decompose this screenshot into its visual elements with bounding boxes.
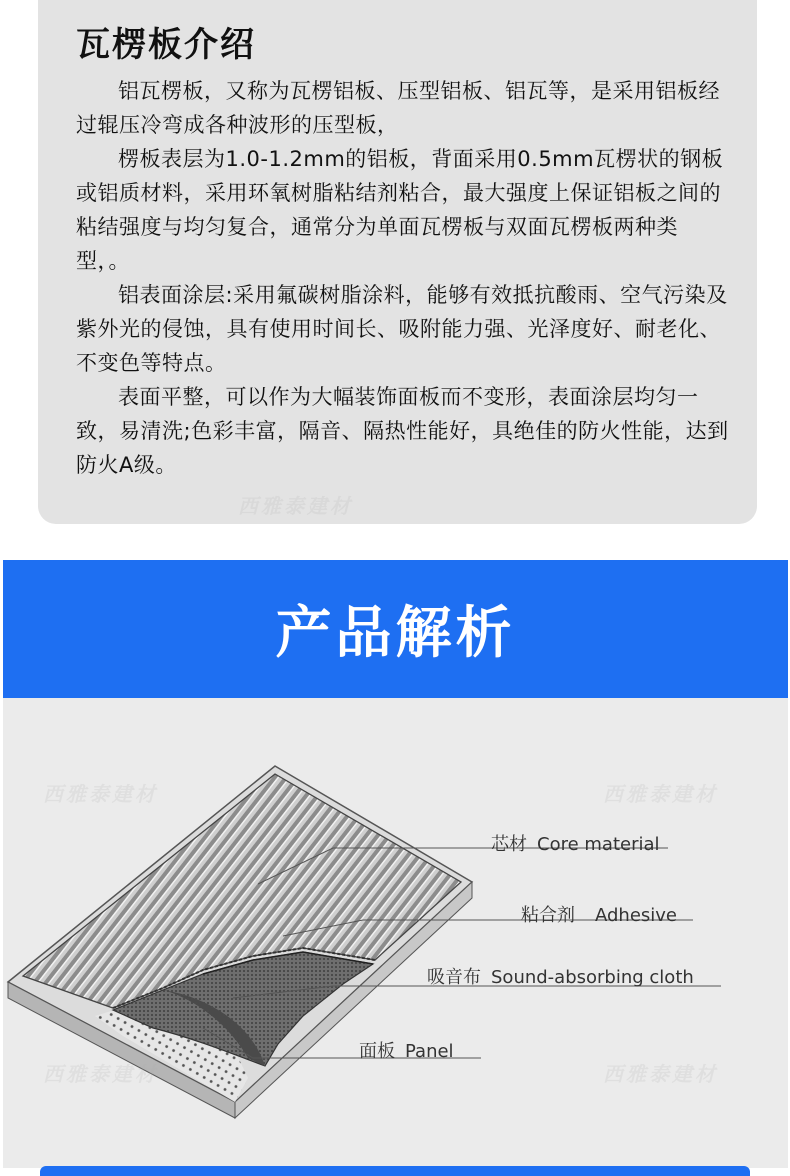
label-cn: 芯材 (491, 834, 527, 855)
watermark-text: 西雅泰建材 (43, 782, 158, 806)
label-en: Core material (537, 834, 660, 855)
watermark-text: 西雅泰建材 (603, 782, 718, 806)
intro-paragraph: 铝瓦楞板，又称为瓦楞铝板、压型铝板、铝瓦等，是采用铝板经过辊压冷弯成各种波形的压型板， (76, 79, 720, 137)
watermark-text: 西雅泰建材 (603, 1062, 718, 1086)
label-cn: 面板 (359, 1041, 395, 1062)
label-adhesive (521, 901, 677, 927)
intro-title: 瓦楞板介绍 (76, 25, 256, 65)
label-cn: 粘合剂 (521, 905, 575, 926)
label-sound-absorbing-cloth (427, 963, 694, 989)
section-title: 产品解析 (275, 601, 516, 666)
watermark-text: 西雅泰建材 (238, 494, 353, 518)
panel-illustration (3, 698, 788, 1168)
section-banner (3, 560, 788, 698)
label-core-material (491, 830, 660, 856)
label-panel (359, 1037, 454, 1063)
intro-paragraph: 表面平整，可以作为大幅装饰面板而不变形，表面涂层均匀一致，易清洗;色彩丰富，隔音、隔热性能好，具绝佳的防火性能，达到防火A级。 (76, 385, 729, 477)
intro-card (38, 0, 757, 524)
label-cn: 吸音布 (427, 967, 481, 988)
label-en: Sound-absorbing cloth (491, 967, 694, 988)
intro-paragraph: 楞板表层为1.0-1.2mm的铝板，背面采用0.5mm瓦楞状的钢板或铝质材料，采用环氧树脂粘结剂粘合，最大强度上保证铝板之间的粘结强度与均匀复合，通常分为单面瓦楞板与双面瓦楞板两种类型，。 (76, 147, 724, 273)
layer-diagram (3, 698, 788, 1168)
label-en: Adhesive (595, 905, 678, 926)
bottom-accent-bar (40, 1166, 750, 1176)
label-en: Panel (405, 1041, 454, 1062)
watermark-text: 西雅泰建材 (43, 1062, 158, 1086)
intro-paragraph: 铝表面涂层:采用氟碳树脂涂料，能够有效抵抗酸雨、空气污染及紫外光的侵蚀，具有使用时间长、吸附能力强、光泽度好、耐老化、不变色等特点。 (76, 283, 728, 375)
